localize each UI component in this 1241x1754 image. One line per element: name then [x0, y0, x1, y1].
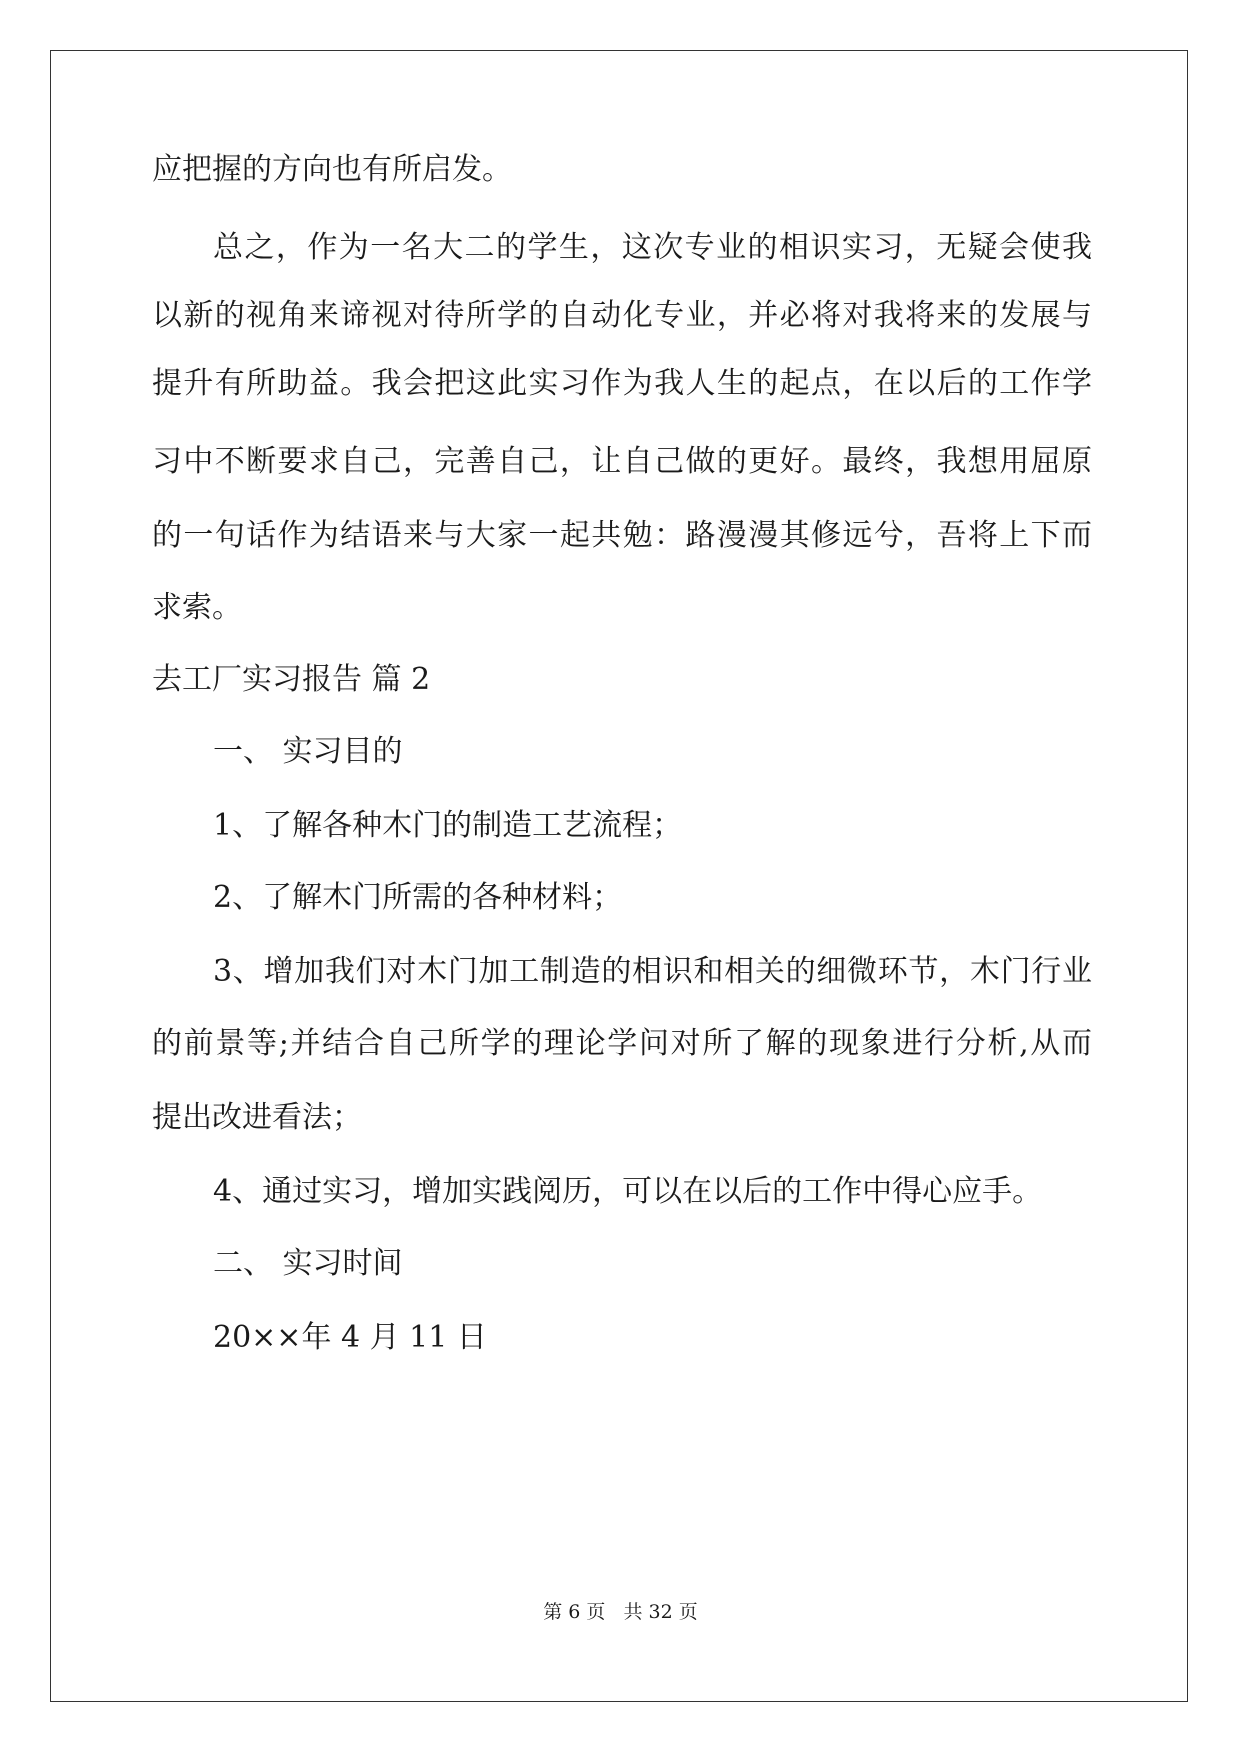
page-number-footer: 第 6 页 共 32 页 [543, 1601, 698, 1623]
paragraph-line: 提出改进看法； [152, 1100, 362, 1135]
section-heading: 去工厂实习报告 篇 2 [152, 662, 431, 697]
list-item: 2、了解木门所需的各种材料； [213, 880, 623, 915]
paragraph-line: 总之，作为一名大二的学生，这次专业的相识实习，无疑会使我 [213, 230, 1092, 265]
subheading: 一、 实习目的 [213, 734, 403, 769]
paragraph-line: 应把握的方向也有所启发。 [152, 152, 512, 187]
paragraph-line: 的一句话作为结语来与大家一起共勉：路漫漫其修远兮，吾将上下而 [152, 518, 1092, 553]
list-item: 3、增加我们对木门加工制造的相识和相关的细微环节，木门行业 [213, 954, 1092, 989]
date-text: 20××年 4 月 11 日 [213, 1320, 487, 1355]
paragraph-line: 的前景等;并结合自己所学的理论学问对所了解的现象进行分析,从而 [152, 1026, 1092, 1061]
paragraph-line: 习中不断要求自己，完善自己，让自己做的更好。最终，我想用屈原 [152, 444, 1092, 479]
list-item: 4、通过实习，增加实践阅历，可以在以后的工作中得心应手。 [213, 1174, 1043, 1209]
list-item: 1、了解各种木门的制造工艺流程； [213, 808, 683, 843]
paragraph-line: 提升有所助益。我会把这此实习作为我人生的起点，在以后的工作学 [152, 366, 1092, 401]
paragraph-line: 求索。 [152, 590, 242, 625]
paragraph-line: 以新的视角来谛视对待所学的自动化专业，并必将对我将来的发展与 [152, 298, 1092, 333]
subheading: 二、 实习时间 [213, 1246, 403, 1281]
